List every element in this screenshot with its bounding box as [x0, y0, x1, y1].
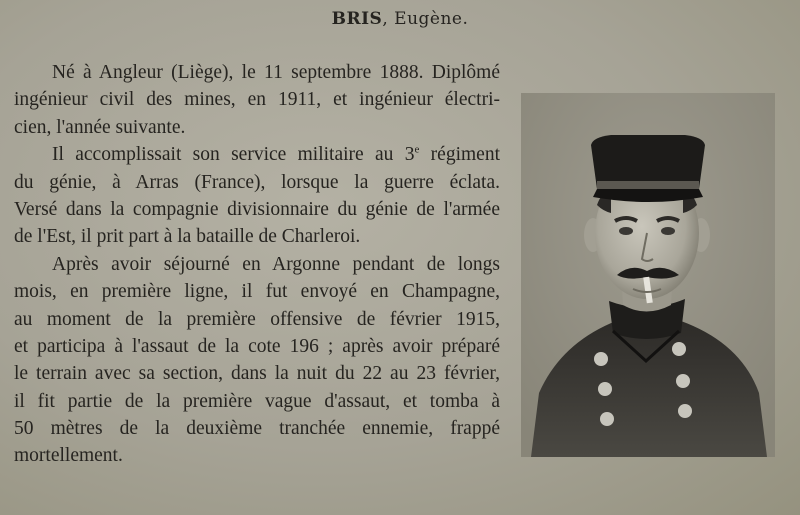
text-fragment: régiment [419, 144, 500, 166]
text-line: mois, en première ligne, il fut envoyé en Champagne, [14, 281, 500, 303]
text-line: et participa à l'assaut de la cote 196 ; après avoir préparé [14, 335, 500, 357]
text-fragment: Il accomplissait son service militaire au 3 [52, 144, 415, 166]
title-surname: BRIS [331, 9, 383, 29]
text-line: Né à Angleur (Liège), le 11 septembre 1888. Diplômé [52, 62, 500, 83]
superscript: e [414, 143, 420, 156]
text-line: 50 mètres de la deuxième tranchée ennemie, frappé [14, 418, 500, 440]
portrait-drawing [521, 93, 775, 457]
text-line: Après avoir séjourné en Argonne pendant de longs [52, 253, 500, 275]
text-line: cien, l'année suivante. [14, 116, 186, 138]
text-line [14, 141, 500, 168]
text-line: mortellement. [14, 445, 123, 467]
text-line: du génie, à Arras (France), lorsque la guerre éclata. [14, 171, 500, 193]
text-line: il fit partie de la première vague d'assaut, et tomba à [14, 390, 500, 412]
title-given-name: Eugène. [394, 9, 469, 29]
text-line: au moment de la première offensive de février 1915, [14, 308, 500, 330]
text-line: ingénieur civil des mines, en 1911, et ingénieur électri- [14, 89, 500, 111]
text-line: Versé dans la compagnie divisionnaire du génie de l'armée [14, 198, 500, 220]
text-line: le terrain avec sa section, dans la nuit du 22 au 23 février, [14, 363, 500, 385]
page-title: BRIS, Eugène. [331, 9, 469, 29]
portrait-photo [521, 93, 775, 457]
biography-text [14, 59, 500, 470]
text-line: de l'Est, il prit part à la bataille de Charleroi. [14, 226, 361, 248]
